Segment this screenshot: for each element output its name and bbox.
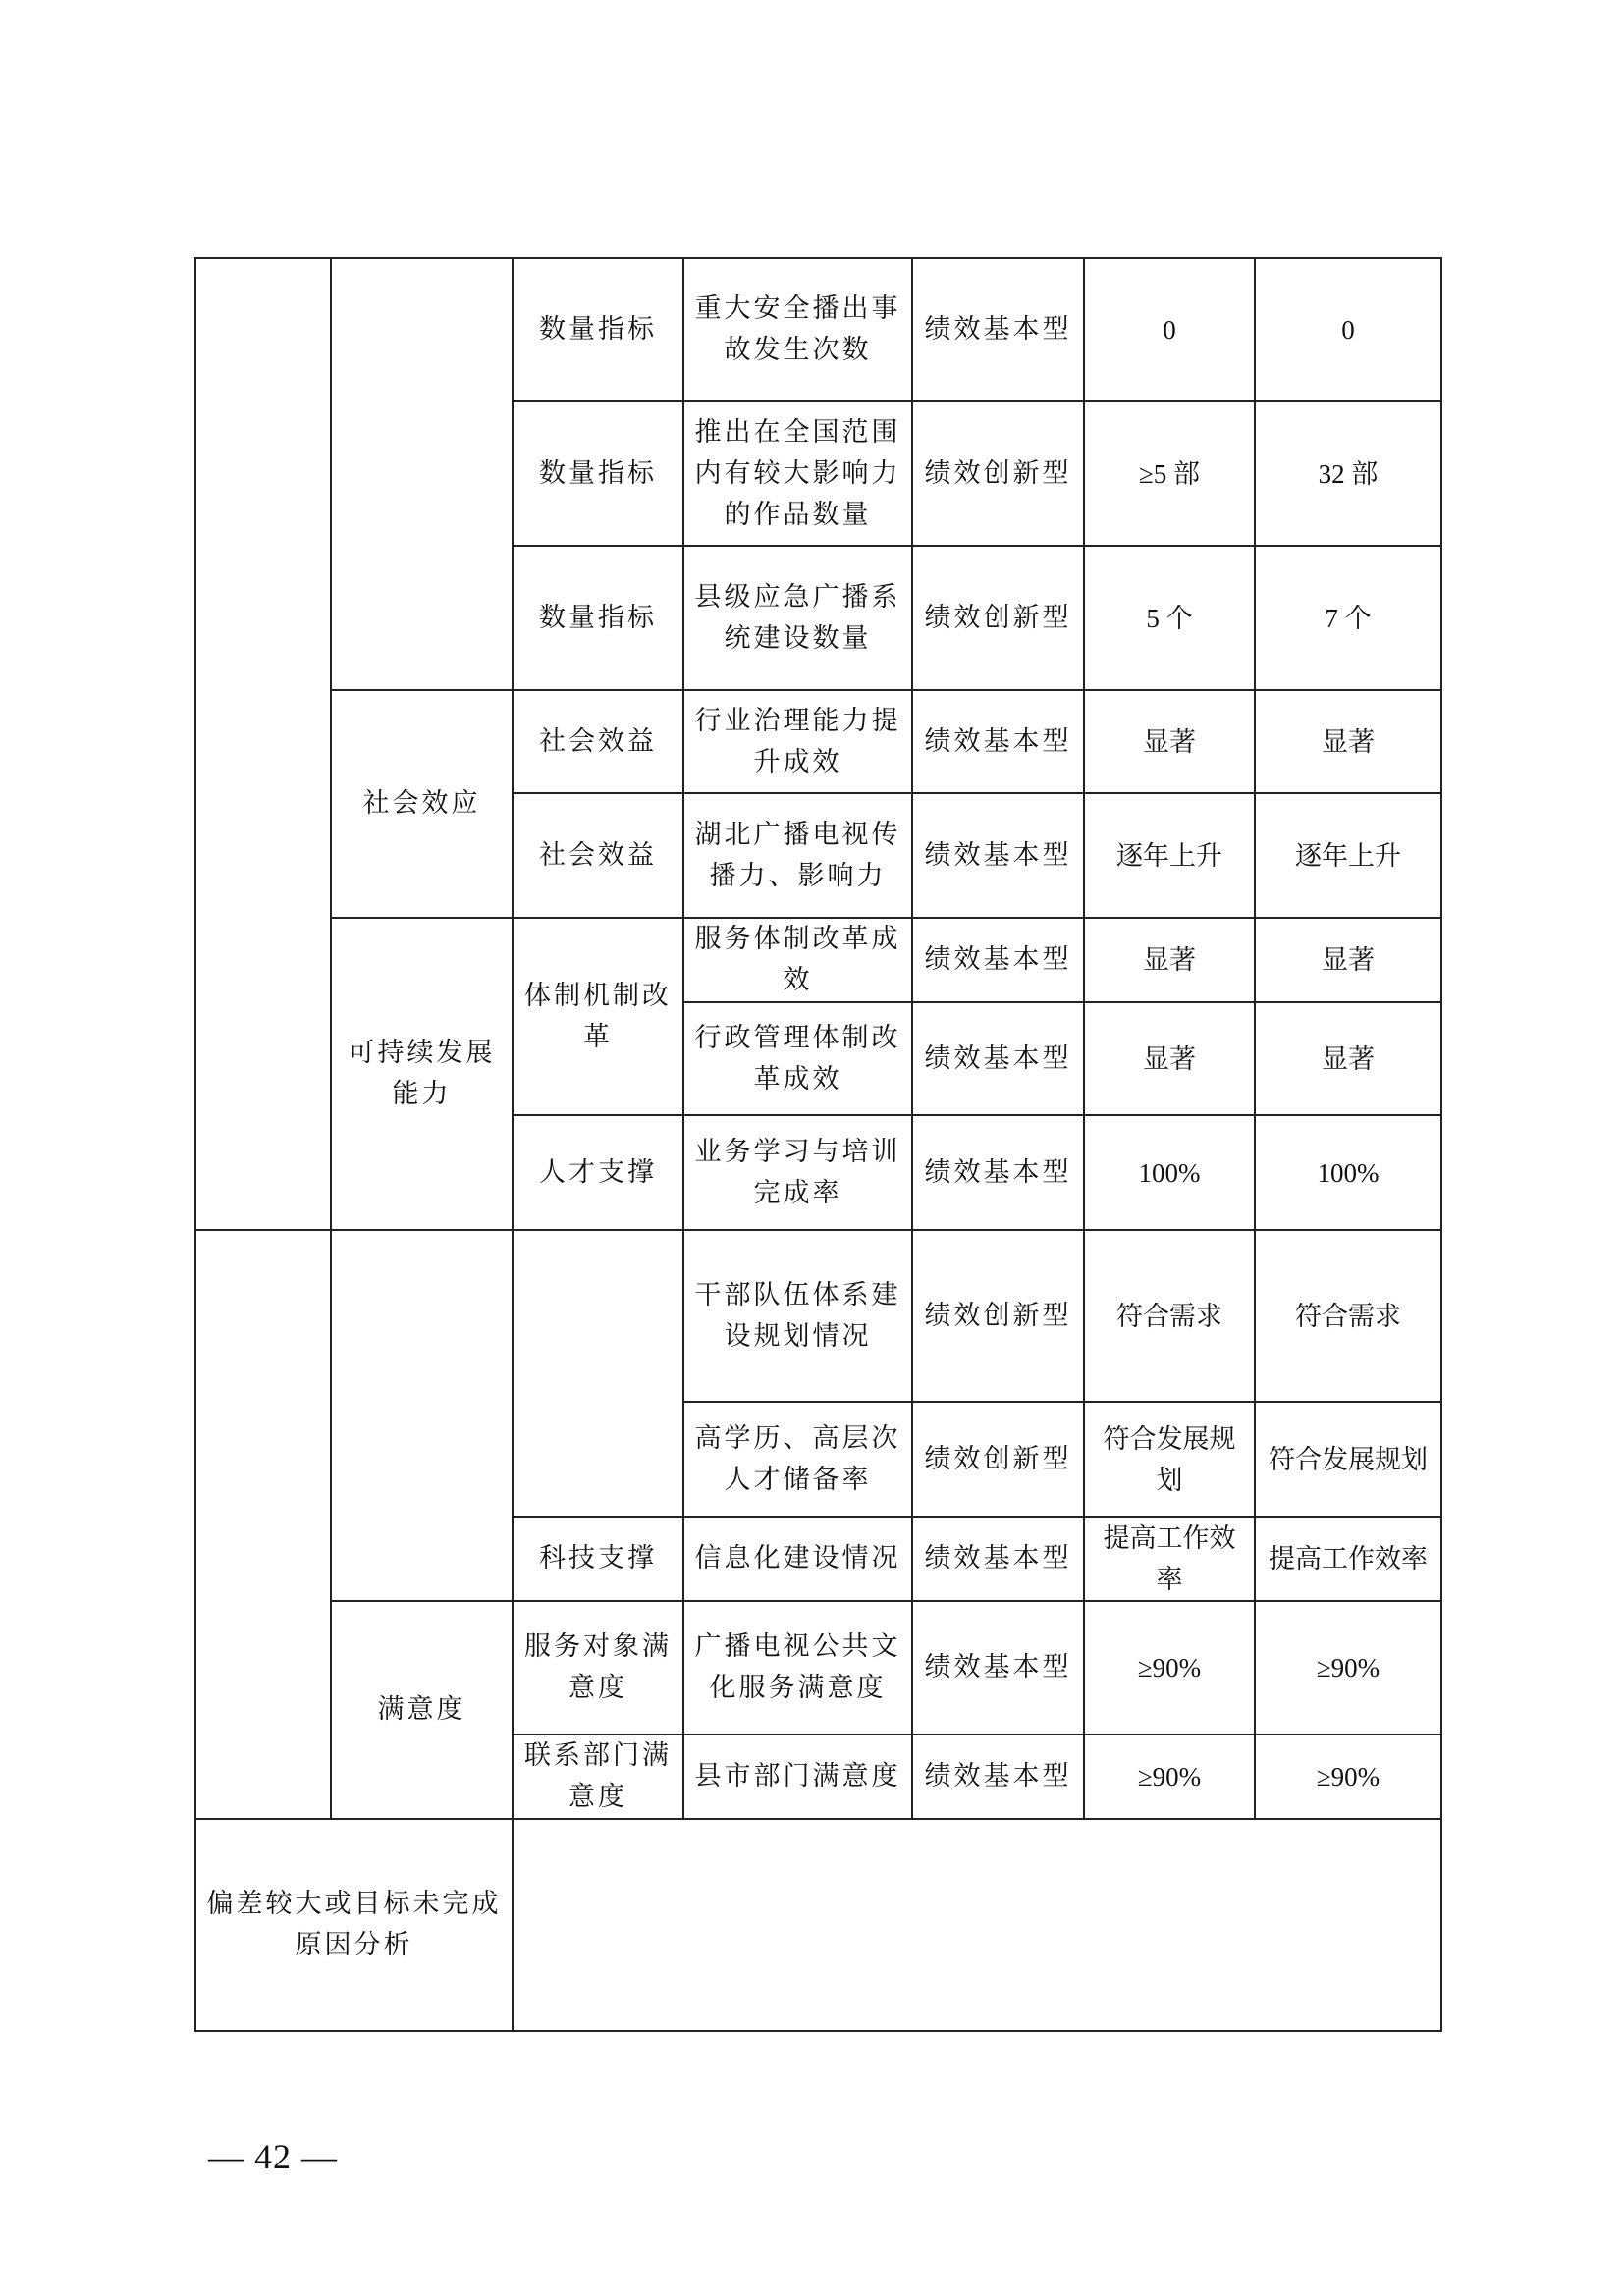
- actual-value-cell: 显著: [1255, 1002, 1441, 1115]
- sub-indicator-cell: 数量指标: [513, 546, 683, 690]
- indicator-name-cell: 县市部门满意度: [683, 1735, 912, 1819]
- indicator-name-cell: 推出在全国范围内有较大影响力的作品数量: [683, 401, 912, 546]
- target-value-cell: 符合需求: [1084, 1230, 1255, 1402]
- sub-indicator-cell: 服务对象满意度: [513, 1601, 683, 1735]
- actual-value-cell: 32 部: [1255, 401, 1441, 546]
- target-value-cell: 100%: [1084, 1115, 1255, 1230]
- actual-value-cell: 0: [1255, 258, 1441, 401]
- indicator-type-cell: 绩效创新型: [912, 401, 1084, 546]
- target-value-cell: 显著: [1084, 918, 1255, 1002]
- actual-value-cell: 符合需求: [1255, 1230, 1441, 1402]
- deviation-analysis-row: [195, 1819, 1441, 2031]
- indicator-name-cell: 信息化建设情况: [683, 1517, 912, 1601]
- sub-indicator-cell: 人才支撑: [513, 1115, 683, 1230]
- indicator-type-cell: 绩效创新型: [912, 1230, 1084, 1402]
- sub-indicator-cell: 数量指标: [513, 258, 683, 401]
- actual-value-cell: 提高工作效率: [1255, 1517, 1441, 1601]
- actual-value-cell: 显著: [1255, 918, 1441, 1002]
- category-level1-cell: [195, 1230, 331, 1819]
- indicator-name-cell: 重大安全播出事故发生次数: [683, 258, 912, 401]
- category-level2-cell: 满意度: [331, 1601, 513, 1819]
- target-value-cell: 提高工作效率: [1084, 1517, 1255, 1601]
- target-value-cell: ≥5 部: [1084, 401, 1255, 546]
- actual-value-cell: 符合发展规划: [1255, 1402, 1441, 1517]
- sub-indicator-cell: 联系部门满意度: [513, 1735, 683, 1819]
- table-row: [195, 258, 1441, 401]
- indicator-name-cell: 服务体制改革成效: [683, 918, 912, 1002]
- indicator-name-cell: 干部队伍体系建设规划情况: [683, 1230, 912, 1402]
- sub-indicator-cell: 社会效益: [513, 690, 683, 793]
- table-row: [195, 1230, 1441, 1402]
- category-level2-cell: 社会效应: [331, 690, 513, 918]
- table-row: [195, 918, 1441, 1002]
- page-number: — 42 —: [208, 2137, 338, 2176]
- target-value-cell: ≥90%: [1084, 1735, 1255, 1819]
- category-level2-cell: 可持续发展能力: [331, 918, 513, 1230]
- target-value-cell: 显著: [1084, 690, 1255, 793]
- indicator-type-cell: 绩效基本型: [912, 918, 1084, 1002]
- indicator-type-cell: 绩效基本型: [912, 690, 1084, 793]
- actual-value-cell: 7 个: [1255, 546, 1441, 690]
- table-row: [195, 1601, 1441, 1735]
- indicator-type-cell: 绩效基本型: [912, 1735, 1084, 1819]
- target-value-cell: 0: [1084, 258, 1255, 401]
- actual-value-cell: ≥90%: [1255, 1735, 1441, 1819]
- sub-indicator-cell: [513, 1230, 683, 1517]
- target-value-cell: ≥90%: [1084, 1601, 1255, 1735]
- sub-indicator-cell: 体制机制改革: [513, 918, 683, 1115]
- table-row: [195, 690, 1441, 793]
- indicator-name-cell: 县级应急广播系统建设数量: [683, 546, 912, 690]
- deviation-analysis-label: 偏差较大或目标未完成原因分析: [195, 1819, 513, 2031]
- indicator-name-cell: 行业治理能力提升成效: [683, 690, 912, 793]
- indicator-type-cell: 绩效基本型: [912, 793, 1084, 918]
- category-level2-cell: [331, 1230, 513, 1601]
- indicator-name-cell: 行政管理体制改革成效: [683, 1002, 912, 1115]
- target-value-cell: 5 个: [1084, 546, 1255, 690]
- deviation-analysis-content: [513, 1819, 1441, 2031]
- indicator-name-cell: 广播电视公共文化服务满意度: [683, 1601, 912, 1735]
- indicator-type-cell: 绩效基本型: [912, 1002, 1084, 1115]
- target-value-cell: 逐年上升: [1084, 793, 1255, 918]
- indicator-type-cell: 绩效创新型: [912, 1402, 1084, 1517]
- actual-value-cell: 显著: [1255, 690, 1441, 793]
- indicator-name-cell: 高学历、高层次人才储备率: [683, 1402, 912, 1517]
- indicator-name-cell: 业务学习与培训完成率: [683, 1115, 912, 1230]
- category-level1-cell: [195, 258, 331, 1230]
- indicator-type-cell: 绩效创新型: [912, 546, 1084, 690]
- sub-indicator-cell: 科技支撑: [513, 1517, 683, 1601]
- sub-indicator-cell: 社会效益: [513, 793, 683, 918]
- actual-value-cell: 100%: [1255, 1115, 1441, 1230]
- indicator-type-cell: 绩效基本型: [912, 258, 1084, 401]
- sub-indicator-cell: 数量指标: [513, 401, 683, 546]
- indicator-type-cell: 绩效基本型: [912, 1601, 1084, 1735]
- performance-indicator-table: [194, 257, 1442, 2032]
- actual-value-cell: 逐年上升: [1255, 793, 1441, 918]
- indicator-type-cell: 绩效基本型: [912, 1115, 1084, 1230]
- target-value-cell: 显著: [1084, 1002, 1255, 1115]
- indicator-name-cell: 湖北广播电视传播力、影响力: [683, 793, 912, 918]
- target-value-cell: 符合发展规划: [1084, 1402, 1255, 1517]
- indicator-type-cell: 绩效基本型: [912, 1517, 1084, 1601]
- actual-value-cell: ≥90%: [1255, 1601, 1441, 1735]
- category-level2-cell: [331, 258, 513, 690]
